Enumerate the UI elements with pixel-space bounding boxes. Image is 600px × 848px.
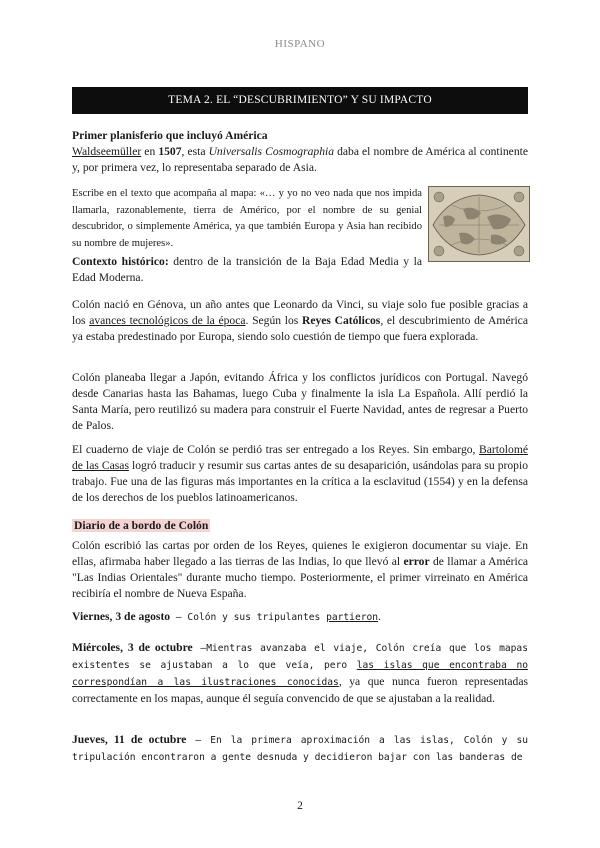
topic-banner: TEMA 2. EL “DESCUBRIMIENTO” Y SU IMPACTO xyxy=(72,87,528,114)
entry-viernes: Viernes, 3 de agosto – Colón y sus tripulantes partieron. xyxy=(72,610,381,623)
partieron-link: partieron xyxy=(326,612,379,623)
entry-date: Miércoles, 3 de octubre xyxy=(72,641,193,654)
historical-context: Contexto histórico: dentro de la transición de la Baja Edad Media y la Edad Moderna. xyxy=(72,255,422,284)
document-header: HISPANO xyxy=(274,38,326,50)
entry-date: Viernes, 3 de agosto xyxy=(72,610,171,623)
page-number: 2 xyxy=(297,800,303,812)
bartolome-link: Bartolomé de las Casas xyxy=(72,443,528,472)
paragraph-cuaderno: El cuaderno de viaje de Colón se perdió tras ser entregado a los Reyes. Sin embargo, Bartolomé de las Casas logró traducir y resumir sus cartas antes de su desaparición, usándolas para su propio trabajo. Fue una de las figuras más importantes en la crítica a la esclavitud (1554) y en la defensa de los derechos de los pueblos latinoamericanos. xyxy=(72,443,528,504)
diario-heading: Diario de a bordo de Colón xyxy=(74,519,209,532)
work-title: Universalis Cosmographia xyxy=(208,145,335,158)
context-label: Contexto histórico: xyxy=(72,255,169,268)
tech-advances-link: avances tecnológicos de la época xyxy=(89,314,246,327)
name-waldseemuller: Waldseemüller xyxy=(72,145,142,158)
entry-miercoles: Miércoles, 3 de octubre –Mientras avanzaba el viaje, Colón creía que los mapas existentes se ajustaban a lo que veía, pero las islas que encontraba no correspondían a las ilustraciones conocidas, ya que nunca fueron representadas correctamente en los mapas, aunque él seguía convencido de que se ajustaban a la realidad. xyxy=(72,641,528,705)
section-heading: Primer planisferio que incluyó América xyxy=(72,129,268,142)
quote-text: y yo no veo nada que nos impida llamarla, razonablemente, tierra de Américo, por el nombre de su genial descubridor, o simplemente América, ya que también Europa y Asia han recibido su nombre de mujeres». xyxy=(72,188,422,249)
entry-jueves: Jueves, 11 de octubre – En la primera aproximación a las islas, Colón y su tripulación encontraron a gente desnuda y decidieron bajar con las banderas de xyxy=(72,733,528,763)
year-1507: 1507 xyxy=(158,145,182,158)
paragraph-colon-birth: Colón nació en Génova, un año antes que Leonardo da Vinci, su viaje solo fue posible gracias a los avances tecnológicos de la época. Según los Reyes Católicos, el descubrimiento de América ya estaba predestinado por Europa, siendo solo cuestión de tiempo que fuera explorada. xyxy=(72,298,528,343)
world-map-image xyxy=(428,186,530,262)
paragraph-colon-plan: Colón planeaba llegar a Japón, evitando África y los conflictos jurídicos con Portugal. Navegó desde Canarias hasta las Bahamas, luego Cuba y finalmente la isla La Española. Allí perdió la Santa María, pero reutilizó su madera para construir el Fuerte Navidad, antes de regresar a Puerto de Palos. xyxy=(72,371,528,432)
reyes-catolicos: Reyes Católicos xyxy=(301,314,381,327)
section-diario xyxy=(72,518,528,602)
section-planisferio: Primer planisferio que incluyó América Waldseemüller en 1507, esta Universalis Cosmographia daba el nombre de América al continente y, por primera vez, lo representaba separado de Asia. xyxy=(72,129,528,174)
islas-link: las islas que encontraba no correspondían a las ilustraciones conocidas xyxy=(72,660,528,688)
error-word: error xyxy=(403,555,430,568)
entry-date: Jueves, 11 de octubre xyxy=(72,733,187,746)
diario-text: Colón escribió las cartas por orden de los Reyes, quienes le exigieron documentar su viaje. En ellas, afirmaba haber llegado a las tierras de las Indias, lo que llevó al error de llamar a América "Las Indias Orientales" durante mucho tiempo. Posteriormente, el primer virreinato en América recibiría el nombre de Nueva España. xyxy=(72,539,528,600)
map-quote: Escribe en el texto que acompaña al mapa: «… y yo no veo nada que nos impida llamarla, razonablemente, tierra de Américo, por el nombre de su genial descubridor, o simplemente América, ya que también Europa y Asia han recibido su nombre de mujeres». xyxy=(72,188,422,249)
map-illustration xyxy=(429,187,529,261)
